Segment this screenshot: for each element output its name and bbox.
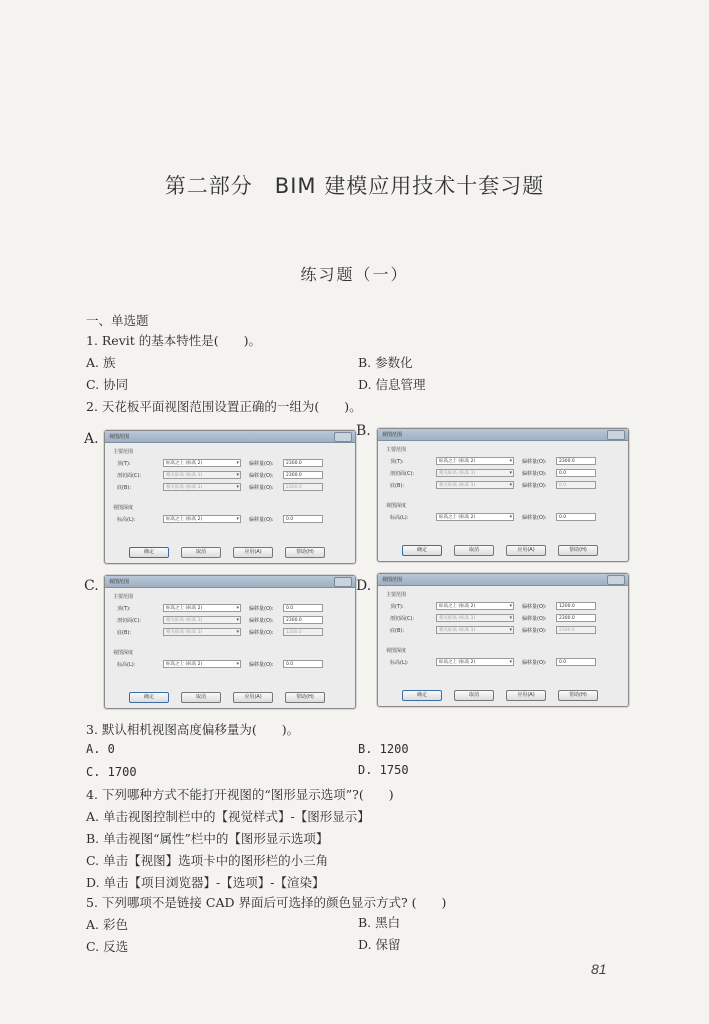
dialog-row-depth-level: [115, 515, 347, 524]
cancel-button[interactable]: 取消: [454, 690, 494, 701]
help-button[interactable]: 帮助(H): [558, 690, 598, 701]
ok-button[interactable]: 确定: [129, 547, 169, 558]
cut-plane-offset-input[interactable]: 2300.0: [556, 614, 596, 622]
bottom-level-select[interactable]: 相关标高 (标高 1) ▾: [163, 628, 241, 636]
dialog-row-bottom: [388, 481, 620, 490]
question-2-option-a: A.: [84, 431, 99, 447]
top-offset-input[interactable]: 2300.0: [556, 457, 596, 465]
bottom-offset-input[interactable]: 2300.0: [283, 483, 323, 491]
dialog-row-top: [388, 457, 620, 466]
question-1-option-a: A. 族: [86, 355, 116, 370]
question-1-option-d: D. 信息管理: [358, 377, 426, 392]
dialog-row-cut-plane: [115, 616, 347, 625]
ok-button[interactable]: 确定: [129, 692, 169, 703]
cut-plane-label: 剖切面(C):: [117, 618, 142, 624]
bottom-label: 底(B):: [117, 630, 132, 636]
bottom-offset-input[interactable]: 0.0: [556, 481, 596, 489]
part-title: 第二部分 BIM 建模应用技术十套习题: [164, 174, 545, 198]
top-offset-label: 偏移量(O):: [522, 459, 547, 465]
view-range-dialog-a: [104, 430, 356, 564]
question-3-option-c: C. 1700: [86, 765, 137, 779]
question-4-option-d: D. 单击【项目浏览器】-【选项】-【渲染】: [86, 875, 325, 890]
dialog-row-top: [115, 604, 347, 613]
top-offset-label: 偏移量(O):: [522, 604, 547, 610]
cut-plane-offset-label: 偏移量(O):: [522, 471, 547, 477]
question-3-stem: 3. 默认相机视图高度偏移量为( )。: [86, 722, 300, 737]
dialog-buttons: [378, 690, 628, 700]
page-number: 81: [591, 961, 607, 977]
depth-level-level-select[interactable]: 标高之上 (标高 2) ▾: [436, 513, 514, 521]
bottom-offset-label: 偏移量(O):: [522, 483, 547, 489]
cut-plane-level-select[interactable]: 相关标高 (标高 1) ▾: [163, 616, 241, 624]
help-button[interactable]: 帮助(H): [285, 692, 325, 703]
dialog-title: 视图范围: [382, 432, 403, 438]
ok-button[interactable]: 确定: [402, 545, 442, 556]
bottom-label: 底(B):: [390, 483, 405, 489]
cancel-button[interactable]: 取消: [181, 692, 221, 703]
dialog-title: 视图范围: [109, 434, 130, 440]
close-icon[interactable]: [334, 432, 352, 442]
top-level-select[interactable]: 标高之上 (标高 2) ▾: [436, 602, 514, 610]
dialog-titlebar: [105, 431, 355, 443]
view-range-dialog-c: [104, 575, 356, 709]
bottom-level-select[interactable]: 相关标高 (标高 1) ▾: [163, 483, 241, 491]
dialog-row-bottom: [115, 483, 347, 492]
apply-button[interactable]: 应用(A): [506, 690, 546, 701]
view-depth-group-label: 视图深度: [113, 505, 134, 511]
question-2-option-c: C.: [84, 578, 99, 594]
depth-level-offset-input[interactable]: 0.0: [283, 515, 323, 523]
help-button[interactable]: 帮助(H): [285, 547, 325, 558]
question-3-option-b: B. 1200: [358, 742, 409, 756]
primary-range-group-label: 主要范围: [386, 592, 407, 598]
top-label: 顶(T):: [390, 604, 404, 610]
question-4-option-b: B. 单击视图“属性”栏中的【图形显示选项】: [86, 831, 329, 846]
dialog-titlebar: [378, 429, 628, 441]
depth-level-level-select[interactable]: 标高之上 (标高 2) ▾: [436, 658, 514, 666]
dialog-row-depth-level: [388, 513, 620, 522]
dialog-buttons: [378, 545, 628, 555]
view-range-dialog-d: [377, 573, 629, 707]
depth-level-label: 标高(L):: [390, 660, 409, 666]
top-offset-input[interactable]: 2300.0: [283, 459, 323, 467]
view-range-dialog-b: [377, 428, 629, 562]
question-5-option-d: D. 保留: [358, 937, 401, 952]
top-offset-label: 偏移量(O):: [249, 461, 274, 467]
depth-level-offset-input[interactable]: 0.0: [556, 658, 596, 666]
exercise-title: 练习题（一）: [300, 265, 409, 284]
cut-plane-offset-input[interactable]: 2300.0: [283, 471, 323, 479]
close-icon[interactable]: [607, 430, 625, 440]
cancel-button[interactable]: 取消: [181, 547, 221, 558]
cut-plane-label: 剖切面(C):: [117, 473, 142, 479]
ok-button[interactable]: 确定: [402, 690, 442, 701]
dialog-row-depth-level: [115, 660, 347, 669]
dialog-row-cut-plane: [388, 469, 620, 478]
apply-button[interactable]: 应用(A): [233, 692, 273, 703]
question-1-option-b: B. 参数化: [358, 355, 413, 370]
bottom-offset-input[interactable]: 2300.0: [556, 626, 596, 634]
primary-range-group-label: 主要范围: [113, 449, 134, 455]
question-1-stem: 1. Revit 的基本特性是( )。: [86, 333, 262, 348]
top-label: 顶(T):: [390, 459, 404, 465]
depth-level-offset-label: 偏移量(O):: [249, 517, 274, 523]
bottom-offset-label: 偏移量(O):: [522, 628, 547, 634]
depth-level-level-select[interactable]: 标高之上 (标高 2) ▾: [163, 660, 241, 668]
dialog-row-top: [388, 602, 620, 611]
cut-plane-offset-input[interactable]: 0.0: [556, 469, 596, 477]
cut-plane-offset-label: 偏移量(O):: [522, 616, 547, 622]
question-5-option-b: B. 黑白: [358, 915, 401, 930]
dialog-row-bottom: [388, 626, 620, 635]
dialog-row-top: [115, 459, 347, 468]
cut-plane-offset-input[interactable]: 2300.0: [283, 616, 323, 624]
dialog-row-cut-plane: [388, 614, 620, 623]
dialog-row-bottom: [115, 628, 347, 637]
close-icon[interactable]: [334, 577, 352, 587]
dialog-titlebar: [105, 576, 355, 588]
top-offset-label: 偏移量(O):: [249, 606, 274, 612]
question-4-stem: 4. 下列哪种方式不能打开视图的“图形显示选项”?( ): [86, 787, 394, 802]
depth-level-offset-input[interactable]: 0.0: [283, 660, 323, 668]
view-depth-group-label: 视图深度: [386, 503, 407, 509]
question-4-option-c: C. 单击【视图】选项卡中的图形栏的小三角: [86, 853, 329, 868]
dialog-row-cut-plane: [115, 471, 347, 480]
cut-plane-offset-label: 偏移量(O):: [249, 618, 274, 624]
bottom-level-select[interactable]: 相关标高 (标高 1) ▾: [436, 626, 514, 634]
question-2-stem: 2. 天花板平面视图范围设置正确的一组为( )。: [86, 399, 362, 414]
top-label: 顶(T):: [117, 461, 131, 467]
question-1-option-c: C. 协同: [86, 377, 129, 392]
dialog-title: 视图范围: [382, 577, 403, 583]
bottom-offset-input[interactable]: 1200.0: [283, 628, 323, 636]
dialog-titlebar: [378, 574, 628, 586]
bottom-offset-label: 偏移量(O):: [249, 630, 274, 636]
dialog-buttons: [105, 547, 355, 557]
cut-plane-level-select[interactable]: 相关标高 (标高 1) ▾: [436, 469, 514, 477]
depth-level-offset-label: 偏移量(O):: [522, 660, 547, 666]
question-3-option-a: A. 0: [86, 742, 115, 756]
top-label: 顶(T):: [117, 606, 131, 612]
depth-level-level-select[interactable]: 标高之上 (标高 2) ▾: [163, 515, 241, 523]
question-5-stem: 5. 下列哪项不是链接 CAD 界面后可选择的颜色显示方式? ( ): [86, 895, 447, 910]
top-offset-input[interactable]: 1200.0: [556, 602, 596, 610]
primary-range-group-label: 主要范围: [386, 447, 407, 453]
dialog-row-depth-level: [388, 658, 620, 667]
question-5-option-c: C. 反选: [86, 939, 129, 954]
cancel-button[interactable]: 取消: [454, 545, 494, 556]
apply-button[interactable]: 应用(A): [233, 547, 273, 558]
cut-plane-label: 剖切面(C):: [390, 471, 415, 477]
question-2-option-d: D.: [356, 578, 372, 594]
top-level-select[interactable]: 标高之上 (标高 2) ▾: [436, 457, 514, 465]
question-4-option-a: A. 单击视图控制栏中的【视觉样式】-【图形显示】: [86, 809, 370, 824]
section-heading: 一、单选题: [86, 313, 149, 328]
top-level-select[interactable]: 标高之上 (标高 2) ▾: [163, 459, 241, 467]
dialog-buttons: [105, 692, 355, 702]
cut-plane-level-select[interactable]: 相关标高 (标高 1) ▾: [436, 614, 514, 622]
depth-level-offset-input[interactable]: 0.0: [556, 513, 596, 521]
question-2-option-b: B.: [356, 423, 371, 439]
depth-level-offset-label: 偏移量(O):: [249, 662, 274, 668]
bottom-offset-label: 偏移量(O):: [249, 485, 274, 491]
help-button[interactable]: 帮助(H): [558, 545, 598, 556]
cut-plane-level-select[interactable]: 相关标高 (标高 1) ▾: [163, 471, 241, 479]
depth-level-offset-label: 偏移量(O):: [522, 515, 547, 521]
view-depth-group-label: 视图深度: [386, 648, 407, 654]
close-icon[interactable]: [607, 575, 625, 585]
depth-level-label: 标高(L):: [117, 662, 136, 668]
bottom-label: 底(B):: [117, 485, 132, 491]
bottom-level-select[interactable]: 相关标高 (标高 1) ▾: [436, 481, 514, 489]
top-level-select[interactable]: 标高之上 (标高 2) ▾: [163, 604, 241, 612]
cut-plane-offset-label: 偏移量(O):: [249, 473, 274, 479]
dialog-title: 视图范围: [109, 579, 130, 585]
question-5-option-a: A. 彩色: [86, 917, 128, 932]
depth-level-label: 标高(L):: [117, 517, 136, 523]
bottom-label: 底(B):: [390, 628, 405, 634]
question-3-option-d: D. 1750: [358, 763, 409, 777]
top-offset-input[interactable]: 0.0: [283, 604, 323, 612]
view-depth-group-label: 视图深度: [113, 650, 134, 656]
primary-range-group-label: 主要范围: [113, 594, 134, 600]
depth-level-label: 标高(L):: [390, 515, 409, 521]
apply-button[interactable]: 应用(A): [506, 545, 546, 556]
cut-plane-label: 剖切面(C):: [390, 616, 415, 622]
